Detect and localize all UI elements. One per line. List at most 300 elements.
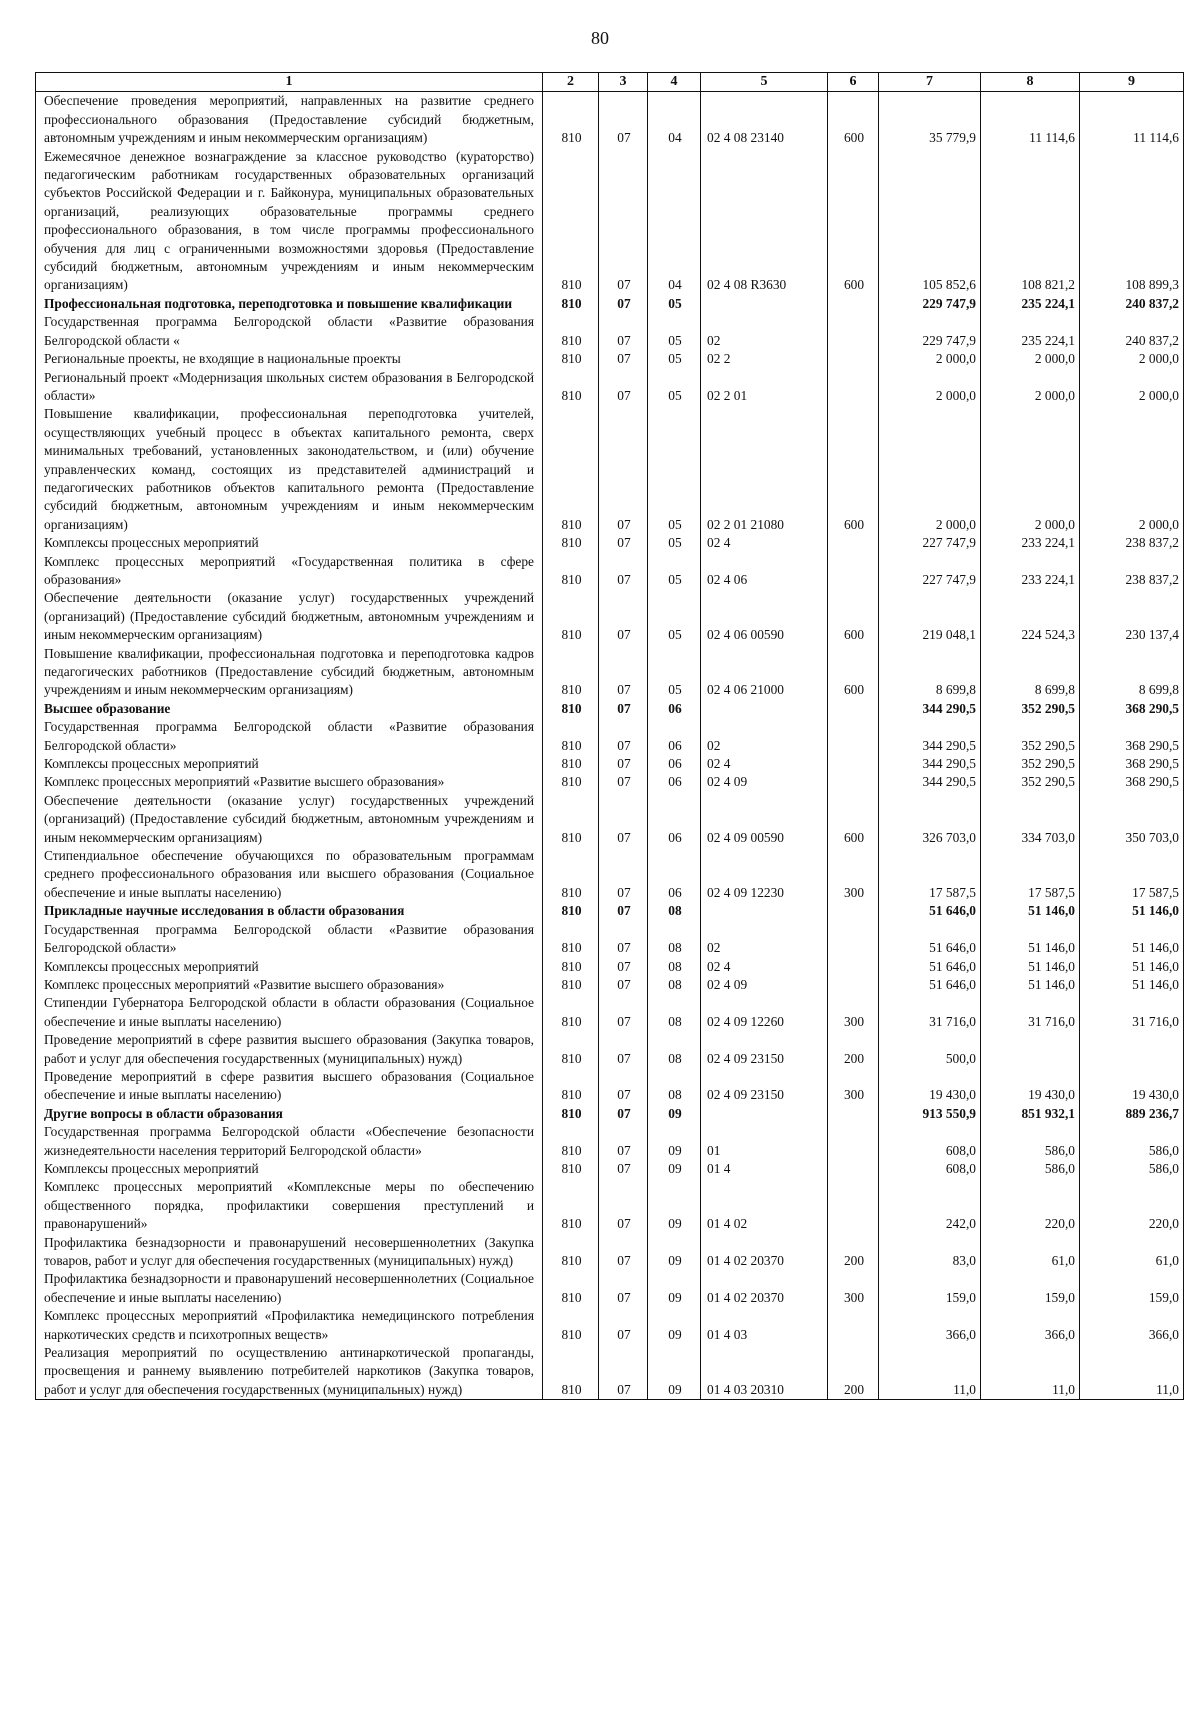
budget-table <box>35 72 1184 1400</box>
section-code: 07 <box>599 148 648 295</box>
expense-type-code: 600 <box>828 645 879 700</box>
expense-type-code: 600 <box>828 92 879 148</box>
amount-year-2: 352 290,5 <box>981 718 1080 755</box>
amount-year-3: 368 290,5 <box>1080 700 1184 718</box>
amount-year-3: 11 114,6 <box>1080 92 1184 148</box>
amount-year-2: 61,0 <box>981 1234 1080 1271</box>
subsection-code: 05 <box>648 589 701 644</box>
amount-year-3: 51 146,0 <box>1080 958 1184 976</box>
target-article-code: 01 4 03 <box>701 1307 828 1344</box>
target-article-code: 01 <box>701 1123 828 1160</box>
table-row <box>36 1031 1184 1068</box>
amount-year-2: 51 146,0 <box>981 902 1080 920</box>
row-description: Государственная программа Белгородской области «Развитие образования Белгородской области « <box>36 313 543 350</box>
amount-year-1: 83,0 <box>879 1234 981 1271</box>
column-header: 8 <box>981 73 1080 92</box>
grbs-code: 810 <box>543 1344 599 1400</box>
row-description: Комплексы процессных мероприятий <box>36 1160 543 1178</box>
target-article-code: 01 4 02 20370 <box>701 1270 828 1307</box>
row-description: Прикладные научные исследования в области образования <box>36 902 543 920</box>
row-description: Ежемесячное денежное вознаграждение за классное руководство (кураторство) педагогическим работникам государственных образовательных организаций субъектов Российской Федерации и г. Байконура, муниципальных образовательных организаций, реализующих образовательные программы среднего профессионального образования, в том числе программы профессионального обучения для лиц с ограниченными возможностями здоровья (Предоставление субсидий бюджетным, автономным учреждениям и иным некоммерческим организациям) <box>36 148 543 295</box>
grbs-code: 810 <box>543 350 599 368</box>
section-code: 07 <box>599 792 648 847</box>
target-article-code: 02 4 <box>701 534 828 552</box>
subsection-code: 05 <box>648 405 701 534</box>
expense-type-code <box>828 369 879 406</box>
row-description: Комплекс процессных мероприятий «Профилактика немедицинского потребления наркотических средств и психотропных веществ» <box>36 1307 543 1344</box>
column-header: 4 <box>648 73 701 92</box>
amount-year-2: 224 524,3 <box>981 589 1080 644</box>
table-row <box>36 295 1184 313</box>
subsection-code: 09 <box>648 1105 701 1123</box>
amount-year-1: 19 430,0 <box>879 1068 981 1105</box>
amount-year-2: 159,0 <box>981 1270 1080 1307</box>
subsection-code: 05 <box>648 295 701 313</box>
amount-year-2: 235 224,1 <box>981 313 1080 350</box>
amount-year-1: 326 703,0 <box>879 792 981 847</box>
table-row <box>36 755 1184 773</box>
grbs-code: 810 <box>543 553 599 590</box>
row-description: Комплекс процессных мероприятий «Комплексные меры по обеспечению общественного порядка, профилактики совершения преступлений и правонарушений» <box>36 1178 543 1233</box>
subsection-code: 09 <box>648 1178 701 1233</box>
amount-year-2: 11 114,6 <box>981 92 1080 148</box>
section-code: 07 <box>599 1068 648 1105</box>
subsection-code: 09 <box>648 1307 701 1344</box>
amount-year-3: 2 000,0 <box>1080 369 1184 406</box>
grbs-code: 810 <box>543 847 599 902</box>
expense-type-code: 600 <box>828 148 879 295</box>
subsection-code: 04 <box>648 148 701 295</box>
grbs-code: 810 <box>543 994 599 1031</box>
amount-year-3: 240 837,2 <box>1080 295 1184 313</box>
subsection-code: 06 <box>648 773 701 791</box>
amount-year-1: 344 290,5 <box>879 700 981 718</box>
row-description: Проведение мероприятий в сфере развития высшего образования (Закупка товаров, работ и услуг для обеспечения государственных (муниципальных) нужд) <box>36 1031 543 1068</box>
section-code: 07 <box>599 295 648 313</box>
subsection-code: 05 <box>648 313 701 350</box>
expense-type-code: 200 <box>828 1234 879 1271</box>
amount-year-3: 586,0 <box>1080 1160 1184 1178</box>
table-row <box>36 1068 1184 1105</box>
grbs-code: 810 <box>543 148 599 295</box>
amount-year-1: 105 852,6 <box>879 148 981 295</box>
subsection-code: 09 <box>648 1234 701 1271</box>
amount-year-2: 586,0 <box>981 1160 1080 1178</box>
grbs-code: 810 <box>543 1270 599 1307</box>
amount-year-2: 2 000,0 <box>981 350 1080 368</box>
column-header: 6 <box>828 73 879 92</box>
amount-year-3: 2 000,0 <box>1080 350 1184 368</box>
subsection-code: 06 <box>648 700 701 718</box>
amount-year-1: 229 747,9 <box>879 313 981 350</box>
section-code: 07 <box>599 976 648 994</box>
target-article-code: 01 4 02 20370 <box>701 1234 828 1271</box>
grbs-code: 810 <box>543 1160 599 1178</box>
subsection-code: 05 <box>648 350 701 368</box>
row-description: Комплекс процессных мероприятий «Развитие высшего образования» <box>36 773 543 791</box>
row-description: Государственная программа Белгородской области «Развитие образования Белгородской области» <box>36 718 543 755</box>
target-article-code: 02 4 09 23150 <box>701 1068 828 1105</box>
section-code: 07 <box>599 994 648 1031</box>
grbs-code: 810 <box>543 921 599 958</box>
amount-year-2: 51 146,0 <box>981 958 1080 976</box>
row-description: Повышение квалификации, профессиональная переподготовка учителей, осуществляющих учебный процесс в объектах капитального ремонта, сверх минимальных требований, установленных законодательством, и (или) обучение управленческих команд, состоящих из представителей администраций и педагогических работников объектов капитального ремонта (Предоставление субсидий бюджетным, автономным учреждениям и иным некоммерческим организациям) <box>36 405 543 534</box>
table-row <box>36 1160 1184 1178</box>
amount-year-2 <box>981 1031 1080 1068</box>
expense-type-code <box>828 1123 879 1160</box>
target-article-code: 02 4 09 12260 <box>701 994 828 1031</box>
row-description: Государственная программа Белгородской области «Развитие образования Белгородской области» <box>36 921 543 958</box>
grbs-code: 810 <box>543 958 599 976</box>
row-description: Профилактика безнадзорности и правонарушений несовершеннолетних (Социальное обеспечение и иные выплаты населению) <box>36 1270 543 1307</box>
section-code: 07 <box>599 902 648 920</box>
subsection-code: 09 <box>648 1270 701 1307</box>
subsection-code: 05 <box>648 645 701 700</box>
amount-year-3: 51 146,0 <box>1080 921 1184 958</box>
expense-type-code <box>828 958 879 976</box>
target-article-code: 02 <box>701 313 828 350</box>
target-article-code: 02 4 09 23150 <box>701 1031 828 1068</box>
amount-year-2: 352 290,5 <box>981 773 1080 791</box>
target-article-code: 01 4 <box>701 1160 828 1178</box>
amount-year-1: 31 716,0 <box>879 994 981 1031</box>
grbs-code: 810 <box>543 1105 599 1123</box>
row-description: Комплекс процессных мероприятий «Государственная политика в сфере образования» <box>36 553 543 590</box>
grbs-code: 810 <box>543 718 599 755</box>
target-article-code: 02 4 <box>701 958 828 976</box>
section-code: 07 <box>599 350 648 368</box>
table-row <box>36 148 1184 295</box>
table-row <box>36 645 1184 700</box>
amount-year-3: 51 146,0 <box>1080 902 1184 920</box>
subsection-code: 09 <box>648 1123 701 1160</box>
table-row <box>36 1234 1184 1271</box>
section-code: 07 <box>599 369 648 406</box>
amount-year-3: 366,0 <box>1080 1307 1184 1344</box>
table-row <box>36 313 1184 350</box>
amount-year-2: 51 146,0 <box>981 921 1080 958</box>
amount-year-2: 851 932,1 <box>981 1105 1080 1123</box>
amount-year-1: 344 290,5 <box>879 718 981 755</box>
target-article-code: 02 2 <box>701 350 828 368</box>
grbs-code: 810 <box>543 902 599 920</box>
table-row <box>36 902 1184 920</box>
section-code: 07 <box>599 1123 648 1160</box>
subsection-code: 06 <box>648 755 701 773</box>
row-description: Повышение квалификации, профессиональная подготовка и переподготовка кадров педагогических работников (Предоставление субсидий бюджетным, автономным учреждениям и иным некоммерческим организациям) <box>36 645 543 700</box>
table-row <box>36 1123 1184 1160</box>
target-article-code: 02 4 08 R3630 <box>701 148 828 295</box>
target-article-code: 02 4 09 00590 <box>701 792 828 847</box>
subsection-code: 08 <box>648 921 701 958</box>
expense-type-code <box>828 313 879 350</box>
amount-year-2: 11,0 <box>981 1344 1080 1400</box>
row-description: Профилактика безнадзорности и правонарушений несовершеннолетних (Закупка товаров, работ и услуг для обеспечения государственных (муниципальных) нужд) <box>36 1234 543 1271</box>
section-code: 07 <box>599 1031 648 1068</box>
section-code: 07 <box>599 589 648 644</box>
subsection-code: 05 <box>648 553 701 590</box>
table-row <box>36 847 1184 902</box>
amount-year-3: 2 000,0 <box>1080 405 1184 534</box>
grbs-code: 810 <box>543 755 599 773</box>
grbs-code: 810 <box>543 313 599 350</box>
expense-type-code <box>828 773 879 791</box>
amount-year-3: 19 430,0 <box>1080 1068 1184 1105</box>
amount-year-3: 31 716,0 <box>1080 994 1184 1031</box>
target-article-code: 02 4 09 <box>701 773 828 791</box>
subsection-code: 04 <box>648 92 701 148</box>
expense-type-code: 200 <box>828 1031 879 1068</box>
grbs-code: 810 <box>543 589 599 644</box>
row-description: Обеспечение деятельности (оказание услуг) государственных учреждений (организаций) (Предоставление субсидий бюджетным, автономным учреждениям и иным некоммерческим организациям) <box>36 792 543 847</box>
amount-year-3: 11,0 <box>1080 1344 1184 1400</box>
table-row <box>36 92 1184 148</box>
grbs-code: 810 <box>543 773 599 791</box>
amount-year-3: 230 137,4 <box>1080 589 1184 644</box>
amount-year-1: 2 000,0 <box>879 369 981 406</box>
amount-year-1: 51 646,0 <box>879 958 981 976</box>
table-row <box>36 534 1184 552</box>
amount-year-2: 8 699,8 <box>981 645 1080 700</box>
expense-type-code <box>828 350 879 368</box>
amount-year-2: 31 716,0 <box>981 994 1080 1031</box>
table-row <box>36 700 1184 718</box>
subsection-code: 09 <box>648 1160 701 1178</box>
row-description: Реализация мероприятий по осуществлению антинаркотической пропаганды, просвещения и раннему выявлению потребителей наркотиков (Закупка товаров, работ и услуг для обеспечения государственных (муниципальных) нужд) <box>36 1344 543 1400</box>
section-code: 07 <box>599 755 648 773</box>
target-article-code: 02 <box>701 921 828 958</box>
expense-type-code: 600 <box>828 792 879 847</box>
amount-year-3: 238 837,2 <box>1080 553 1184 590</box>
amount-year-1: 500,0 <box>879 1031 981 1068</box>
section-code: 07 <box>599 1270 648 1307</box>
table-row <box>36 958 1184 976</box>
table-row <box>36 994 1184 1031</box>
amount-year-1: 608,0 <box>879 1123 981 1160</box>
amount-year-1: 11,0 <box>879 1344 981 1400</box>
table-row <box>36 921 1184 958</box>
amount-year-1: 227 747,9 <box>879 553 981 590</box>
section-code: 07 <box>599 718 648 755</box>
amount-year-1: 51 646,0 <box>879 902 981 920</box>
table-row <box>36 1178 1184 1233</box>
section-code: 07 <box>599 700 648 718</box>
amount-year-3: 8 699,8 <box>1080 645 1184 700</box>
column-header: 3 <box>599 73 648 92</box>
column-header: 9 <box>1080 73 1184 92</box>
table-row <box>36 1270 1184 1307</box>
table-row <box>36 718 1184 755</box>
table-row <box>36 773 1184 791</box>
table-row <box>36 589 1184 644</box>
target-article-code: 02 4 09 <box>701 976 828 994</box>
target-article-code: 02 4 08 23140 <box>701 92 828 148</box>
row-description: Стипендии Губернатора Белгородской области в области образования (Социальное обеспечение и иные выплаты населению) <box>36 994 543 1031</box>
expense-type-code <box>828 921 879 958</box>
row-description: Стипендиальное обеспечение обучающихся по образовательным программам среднего профессионального образования или высшего образования (Социальное обеспечение и иные выплаты населению) <box>36 847 543 902</box>
section-code: 07 <box>599 773 648 791</box>
row-description: Комплекс процессных мероприятий «Развитие высшего образования» <box>36 976 543 994</box>
amount-year-3: 368 290,5 <box>1080 755 1184 773</box>
amount-year-1: 366,0 <box>879 1307 981 1344</box>
section-code: 07 <box>599 1178 648 1233</box>
row-description: Государственная программа Белгородской области «Обеспечение безопасности жизнедеятельности населения территорий Белгородской области» <box>36 1123 543 1160</box>
grbs-code: 810 <box>543 369 599 406</box>
expense-type-code <box>828 718 879 755</box>
expense-type-code: 300 <box>828 1270 879 1307</box>
section-code: 07 <box>599 1344 648 1400</box>
expense-type-code <box>828 1307 879 1344</box>
grbs-code: 810 <box>543 1178 599 1233</box>
section-code: 07 <box>599 553 648 590</box>
amount-year-3 <box>1080 1031 1184 1068</box>
expense-type-code: 600 <box>828 589 879 644</box>
column-header: 7 <box>879 73 981 92</box>
section-code: 07 <box>599 1307 648 1344</box>
section-code: 07 <box>599 921 648 958</box>
amount-year-2: 17 587,5 <box>981 847 1080 902</box>
page-number: 80 <box>591 28 609 48</box>
grbs-code: 810 <box>543 405 599 534</box>
subsection-code: 06 <box>648 847 701 902</box>
grbs-code: 810 <box>543 534 599 552</box>
amount-year-1: 219 048,1 <box>879 589 981 644</box>
row-description: Региональный проект «Модернизация школьных систем образования в Белгородской области» <box>36 369 543 406</box>
section-code: 07 <box>599 1160 648 1178</box>
target-article-code: 02 <box>701 718 828 755</box>
grbs-code: 810 <box>543 1234 599 1271</box>
subsection-code: 05 <box>648 534 701 552</box>
table-row <box>36 1344 1184 1400</box>
expense-type-code: 200 <box>828 1344 879 1400</box>
target-article-code <box>701 902 828 920</box>
table-row <box>36 405 1184 534</box>
expense-type-code: 300 <box>828 1068 879 1105</box>
expense-type-code: 300 <box>828 847 879 902</box>
amount-year-1: 242,0 <box>879 1178 981 1233</box>
amount-year-1: 608,0 <box>879 1160 981 1178</box>
row-description: Комплексы процессных мероприятий <box>36 534 543 552</box>
expense-type-code <box>828 534 879 552</box>
table-row <box>36 553 1184 590</box>
amount-year-2: 51 146,0 <box>981 976 1080 994</box>
expense-type-code <box>828 1105 879 1123</box>
amount-year-1: 344 290,5 <box>879 755 981 773</box>
row-description: Высшее образование <box>36 700 543 718</box>
amount-year-3: 586,0 <box>1080 1123 1184 1160</box>
target-article-code: 02 4 06 00590 <box>701 589 828 644</box>
subsection-code: 05 <box>648 369 701 406</box>
amount-year-2: 108 821,2 <box>981 148 1080 295</box>
expense-type-code <box>828 902 879 920</box>
section-code: 07 <box>599 958 648 976</box>
grbs-code: 810 <box>543 92 599 148</box>
expense-type-code <box>828 553 879 590</box>
subsection-code: 08 <box>648 994 701 1031</box>
target-article-code <box>701 1105 828 1123</box>
amount-year-1: 2 000,0 <box>879 350 981 368</box>
subsection-code: 08 <box>648 1031 701 1068</box>
column-header: 5 <box>701 73 828 92</box>
target-article-code: 02 4 09 12230 <box>701 847 828 902</box>
table-row <box>36 350 1184 368</box>
target-article-code: 02 4 06 <box>701 553 828 590</box>
amount-year-1: 51 646,0 <box>879 921 981 958</box>
expense-type-code <box>828 1160 879 1178</box>
table-row <box>36 792 1184 847</box>
grbs-code: 810 <box>543 1068 599 1105</box>
row-description: Региональные проекты, не входящие в национальные проекты <box>36 350 543 368</box>
amount-year-1: 227 747,9 <box>879 534 981 552</box>
grbs-code: 810 <box>543 1031 599 1068</box>
expense-type-code: 300 <box>828 994 879 1031</box>
row-description: Обеспечение деятельности (оказание услуг) государственных учреждений (организаций) (Предоставление субсидий бюджетным, автономным учреждениям и иным некоммерческим организациям) <box>36 589 543 644</box>
amount-year-3: 17 587,5 <box>1080 847 1184 902</box>
section-code: 07 <box>599 847 648 902</box>
expense-type-code <box>828 1178 879 1233</box>
expense-type-code <box>828 976 879 994</box>
amount-year-2: 2 000,0 <box>981 369 1080 406</box>
row-description: Другие вопросы в области образования <box>36 1105 543 1123</box>
column-header: 2 <box>543 73 599 92</box>
amount-year-2: 352 290,5 <box>981 755 1080 773</box>
table-row <box>36 1105 1184 1123</box>
subsection-code: 08 <box>648 958 701 976</box>
amount-year-3: 238 837,2 <box>1080 534 1184 552</box>
amount-year-2: 233 224,1 <box>981 534 1080 552</box>
row-description: Обеспечение проведения мероприятий, направленных на развитие среднего профессионального образования (Предоставление субсидий бюджетным, автономным учреждениям и иным некоммерческим организациям) <box>36 92 543 148</box>
amount-year-2: 220,0 <box>981 1178 1080 1233</box>
amount-year-1: 51 646,0 <box>879 976 981 994</box>
amount-year-3: 368 290,5 <box>1080 718 1184 755</box>
amount-year-3: 368 290,5 <box>1080 773 1184 791</box>
amount-year-1: 159,0 <box>879 1270 981 1307</box>
target-article-code: 02 4 06 21000 <box>701 645 828 700</box>
grbs-code: 810 <box>543 976 599 994</box>
amount-year-2: 233 224,1 <box>981 553 1080 590</box>
amount-year-3: 108 899,3 <box>1080 148 1184 295</box>
header-row <box>36 73 1184 92</box>
grbs-code: 810 <box>543 792 599 847</box>
target-article-code <box>701 700 828 718</box>
expense-type-code <box>828 700 879 718</box>
column-header: 1 <box>36 73 543 92</box>
table-row <box>36 369 1184 406</box>
amount-year-3: 220,0 <box>1080 1178 1184 1233</box>
amount-year-2: 334 703,0 <box>981 792 1080 847</box>
target-article-code <box>701 295 828 313</box>
amount-year-1: 35 779,9 <box>879 92 981 148</box>
amount-year-1: 344 290,5 <box>879 773 981 791</box>
subsection-code: 09 <box>648 1344 701 1400</box>
subsection-code: 06 <box>648 792 701 847</box>
amount-year-1: 913 550,9 <box>879 1105 981 1123</box>
target-article-code: 02 4 <box>701 755 828 773</box>
table-row <box>36 976 1184 994</box>
grbs-code: 810 <box>543 645 599 700</box>
subsection-code: 08 <box>648 1068 701 1105</box>
amount-year-3: 889 236,7 <box>1080 1105 1184 1123</box>
amount-year-1: 8 699,8 <box>879 645 981 700</box>
subsection-code: 08 <box>648 902 701 920</box>
amount-year-2: 2 000,0 <box>981 405 1080 534</box>
section-code: 07 <box>599 1234 648 1271</box>
expense-type-code <box>828 295 879 313</box>
subsection-code: 06 <box>648 718 701 755</box>
expense-type-code <box>828 755 879 773</box>
amount-year-2: 352 290,5 <box>981 700 1080 718</box>
amount-year-2: 586,0 <box>981 1123 1080 1160</box>
